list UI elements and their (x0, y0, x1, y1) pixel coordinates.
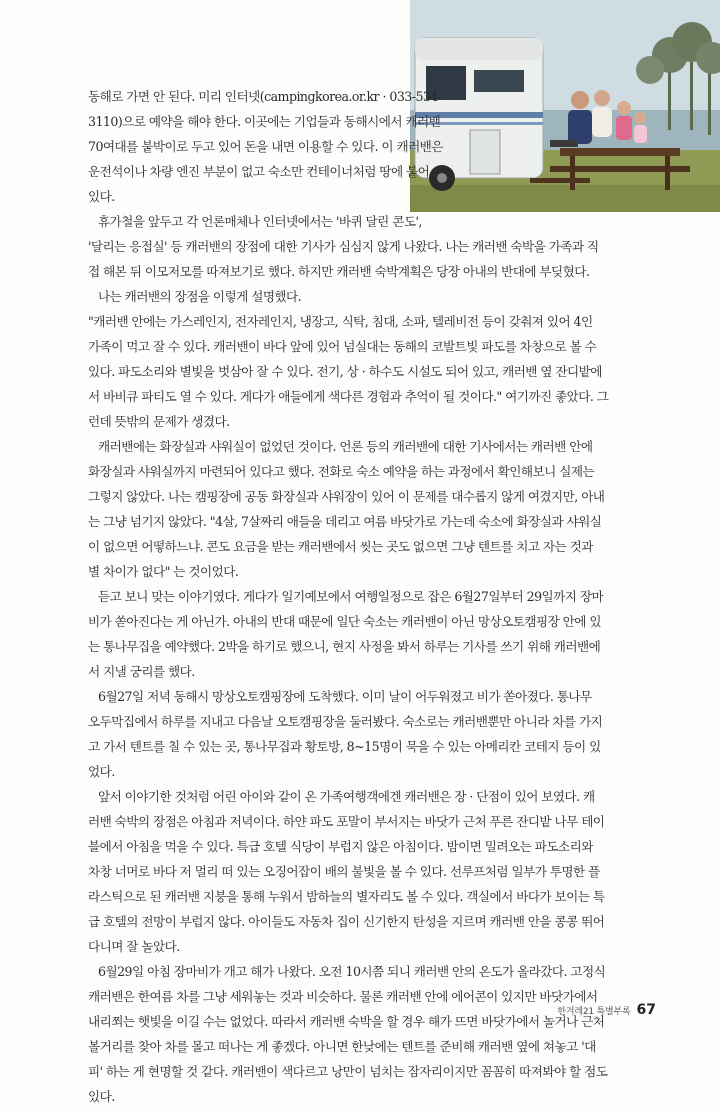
text-line: 서 바비큐 파티도 열 수 있다. 게다가 애들에게 색다른 경험과 추억이 될 것이다." 여기까진 좋았다. 그 (88, 389, 609, 404)
text-line: 러밴 숙박의 장점은 아침과 저녁이다. 하얀 파도 포말이 부서지는 바닷가 근처 푸른 잔디밭 나무 테이 (88, 814, 605, 829)
text-line: "캐러밴 안에는 가스레인지, 전자레인지, 냉장고, 식탁, 침대, 소파, 텔레비전 등이 갖춰져 있어 4인 (88, 314, 593, 329)
text-line: 급 호텔의 전망이 부럽지 않다. 아이들도 자동차 집이 신기한지 탄성을 지르며 캐러밴 안을 콩콩 뛰어 (88, 914, 605, 929)
text-line: 이 없으면 어떻하느냐. 콘도 요금을 받는 캐러밴에서 씻는 곳도 없으면 그냥 텐트를 치고 자는 것과 (88, 539, 593, 554)
text-line: 었다. (88, 764, 115, 779)
text-line: 내리쬐는 햇빛을 이길 수는 없었다. 따라서 캐러밴 숙박을 할 경우 해가 뜨면 바닷가에서 놀거나 근처 (88, 1014, 605, 1029)
text-line: 듣고 보니 맞는 이야기였다. 게다가 일기예보에서 여행일정으로 잡은 6월27일부터 29일까지 장마 (98, 589, 604, 604)
text-line: 접 해본 뒤 이모저모를 따져보기로 했다. 하지만 캐러밴 숙박계획은 당장 아내의 반대에 부딪혔다. (88, 264, 590, 279)
text-line: 가족이 먹고 잘 수 있다. 캐러밴이 바다 앞에 있어 넘실대는 동해의 코발트빛 파도를 차창으로 볼 수 (88, 339, 597, 354)
text-line: 는 그냥 넘기지 않았다. "4살, 7살짜리 애들을 데리고 여름 바닷가로 가는데 숙소에 화장실과 샤워실 (88, 514, 602, 529)
text-line: 다니며 잘 놀았다. (88, 939, 180, 954)
text-line: 있다. (88, 1089, 115, 1104)
text-line: 고 가서 텐트를 칠 수 있는 곳, 통나무집과 황토방, 8~15명이 묵을 수 있는 아메리칸 코테지 등이 있 (88, 739, 601, 754)
text-line: 3110)으로 예약을 해야 한다. 이곳에는 기업들과 동해시에서 캐러밴 (88, 114, 441, 129)
text-line: 피' 하는 게 현명할 것 같다. 캐러밴이 색다르고 낭만이 넘치는 잠자리이지만 꼼꼼히 따져봐야 할 점도 (88, 1064, 608, 1079)
text-line: 는 통나무집을 예약했다. 2박을 하기로 했으니, 현지 사정을 봐서 하루는 기사를 쓰기 위해 캐러밴에 (88, 639, 601, 654)
text-line: 캐러밴은 한여름 차를 그냥 세워놓는 것과 비슷하다. 물론 캐러밴 안에 에어콘이 있지만 바닷가에서 (88, 989, 598, 1004)
text-line: 별 차이가 없다" 는 것이었다. (88, 564, 239, 579)
text-line: 라스틱으로 된 캐러밴 지붕을 통해 누워서 밤하늘의 별자리도 볼 수 있다. 객실에서 바다가 보이는 특 (88, 889, 605, 904)
text-line: 오두막집에서 하루를 지내고 다음날 오토캠핑장을 둘러봤다. 숙소로는 캐러밴뿐만 아니라 차를 가지 (88, 714, 603, 729)
text-line: 그렇지 않았다. 나는 캠핑장에 공동 화장실과 샤워장이 있어 이 문제를 대수롭지 않게 여겼지만, 아내 (88, 489, 605, 504)
text-line: 동해로 가면 안 된다. 미리 인터넷(campingkorea.or.kr · 033-534- (88, 89, 442, 104)
page-number: 67 (636, 1002, 656, 1018)
text-line: 비가 쏟아진다는 게 아닌가. 아내의 반대 때문에 일단 숙소는 캐러밴이 아닌 망상오토캠핑장 안에 있 (88, 614, 601, 629)
text-line: 나는 캐러밴의 장점을 이렇게 설명했다. (98, 289, 302, 304)
text-line: '달리는 응접실' 등 캐러밴의 장점에 대한 기사가 심심지 않게 나왔다. 나는 캐러밴 숙박을 가족과 직 (88, 239, 599, 254)
text-line: 70여대를 붙박이로 두고 있어 돈을 내면 이용할 수 있다. 이 캐러밴은 (88, 139, 443, 154)
text-line: 런데 뜻밖의 문제가 생겼다. (88, 414, 230, 429)
page-footer (557, 1002, 656, 1018)
publication-label: 한겨레21 특별부록 (557, 1007, 631, 1017)
text-line: 휴가철을 앞두고 각 언론매체나 인터넷에서는 '바퀴 달린 콘도', (98, 214, 422, 229)
text-line: 볼거리를 찾아 차를 몰고 떠나는 게 좋겠다. 아니면 한낮에는 텐트를 준비해 캐러밴 옆에 쳐놓고 '대 (88, 1039, 596, 1054)
text-line: 캐러밴에는 화장실과 샤워실이 없었던 것이다. 언론 등의 캐러밴에 대한 기사에서는 캐러밴 안에 (98, 439, 593, 454)
text-line: 앞서 이야기한 것처럼 어린 아이와 같이 온 가족여행객에겐 캐러밴은 장 · 단점이 있어 보였다. 캐 (98, 789, 595, 804)
text-line: 서 지낼 궁리를 했다. (88, 664, 195, 679)
text-line: 6월29일 아침 장마비가 개고 해가 나왔다. 오전 10시쯤 되니 캐러밴 안의 온도가 올라갔다. 고정식 (98, 964, 606, 979)
text-line: 운전석이나 차량 엔진 부분이 없고 숙소만 컨테이너처럼 땅에 붙어 (88, 164, 430, 179)
text-line: 있다. 파도소리와 별빛을 벗삼아 잘 수 있다. 전기, 상 · 하수도 시설도 되어 있고, 캐러밴 옆 잔디밭에 (88, 364, 602, 379)
text-line: 블에서 아침을 먹을 수 있다. 특급 호텔 식당이 부럽지 않은 아침이다. 밤이면 밀려오는 파도소리와 (88, 839, 593, 854)
article-body (88, 84, 686, 1109)
text-line: 화장실과 샤워실까지 마련되어 있다고 했다. 전화로 숙소 예약을 하는 과정에서 확인해보니 실제는 (88, 464, 595, 479)
text-line: 6월27일 저녁 동해시 망상오토캠핑장에 도착했다. 이미 날이 어두워졌고 비가 쏟아졌다. 통나무 (98, 689, 592, 704)
text-line: 차창 너머로 바다 저 멀리 떠 있는 오징어잡이 배의 불빛을 볼 수 있다. 선루프처럼 일부가 투명한 플 (88, 864, 600, 879)
text-line: 있다. (88, 189, 115, 204)
